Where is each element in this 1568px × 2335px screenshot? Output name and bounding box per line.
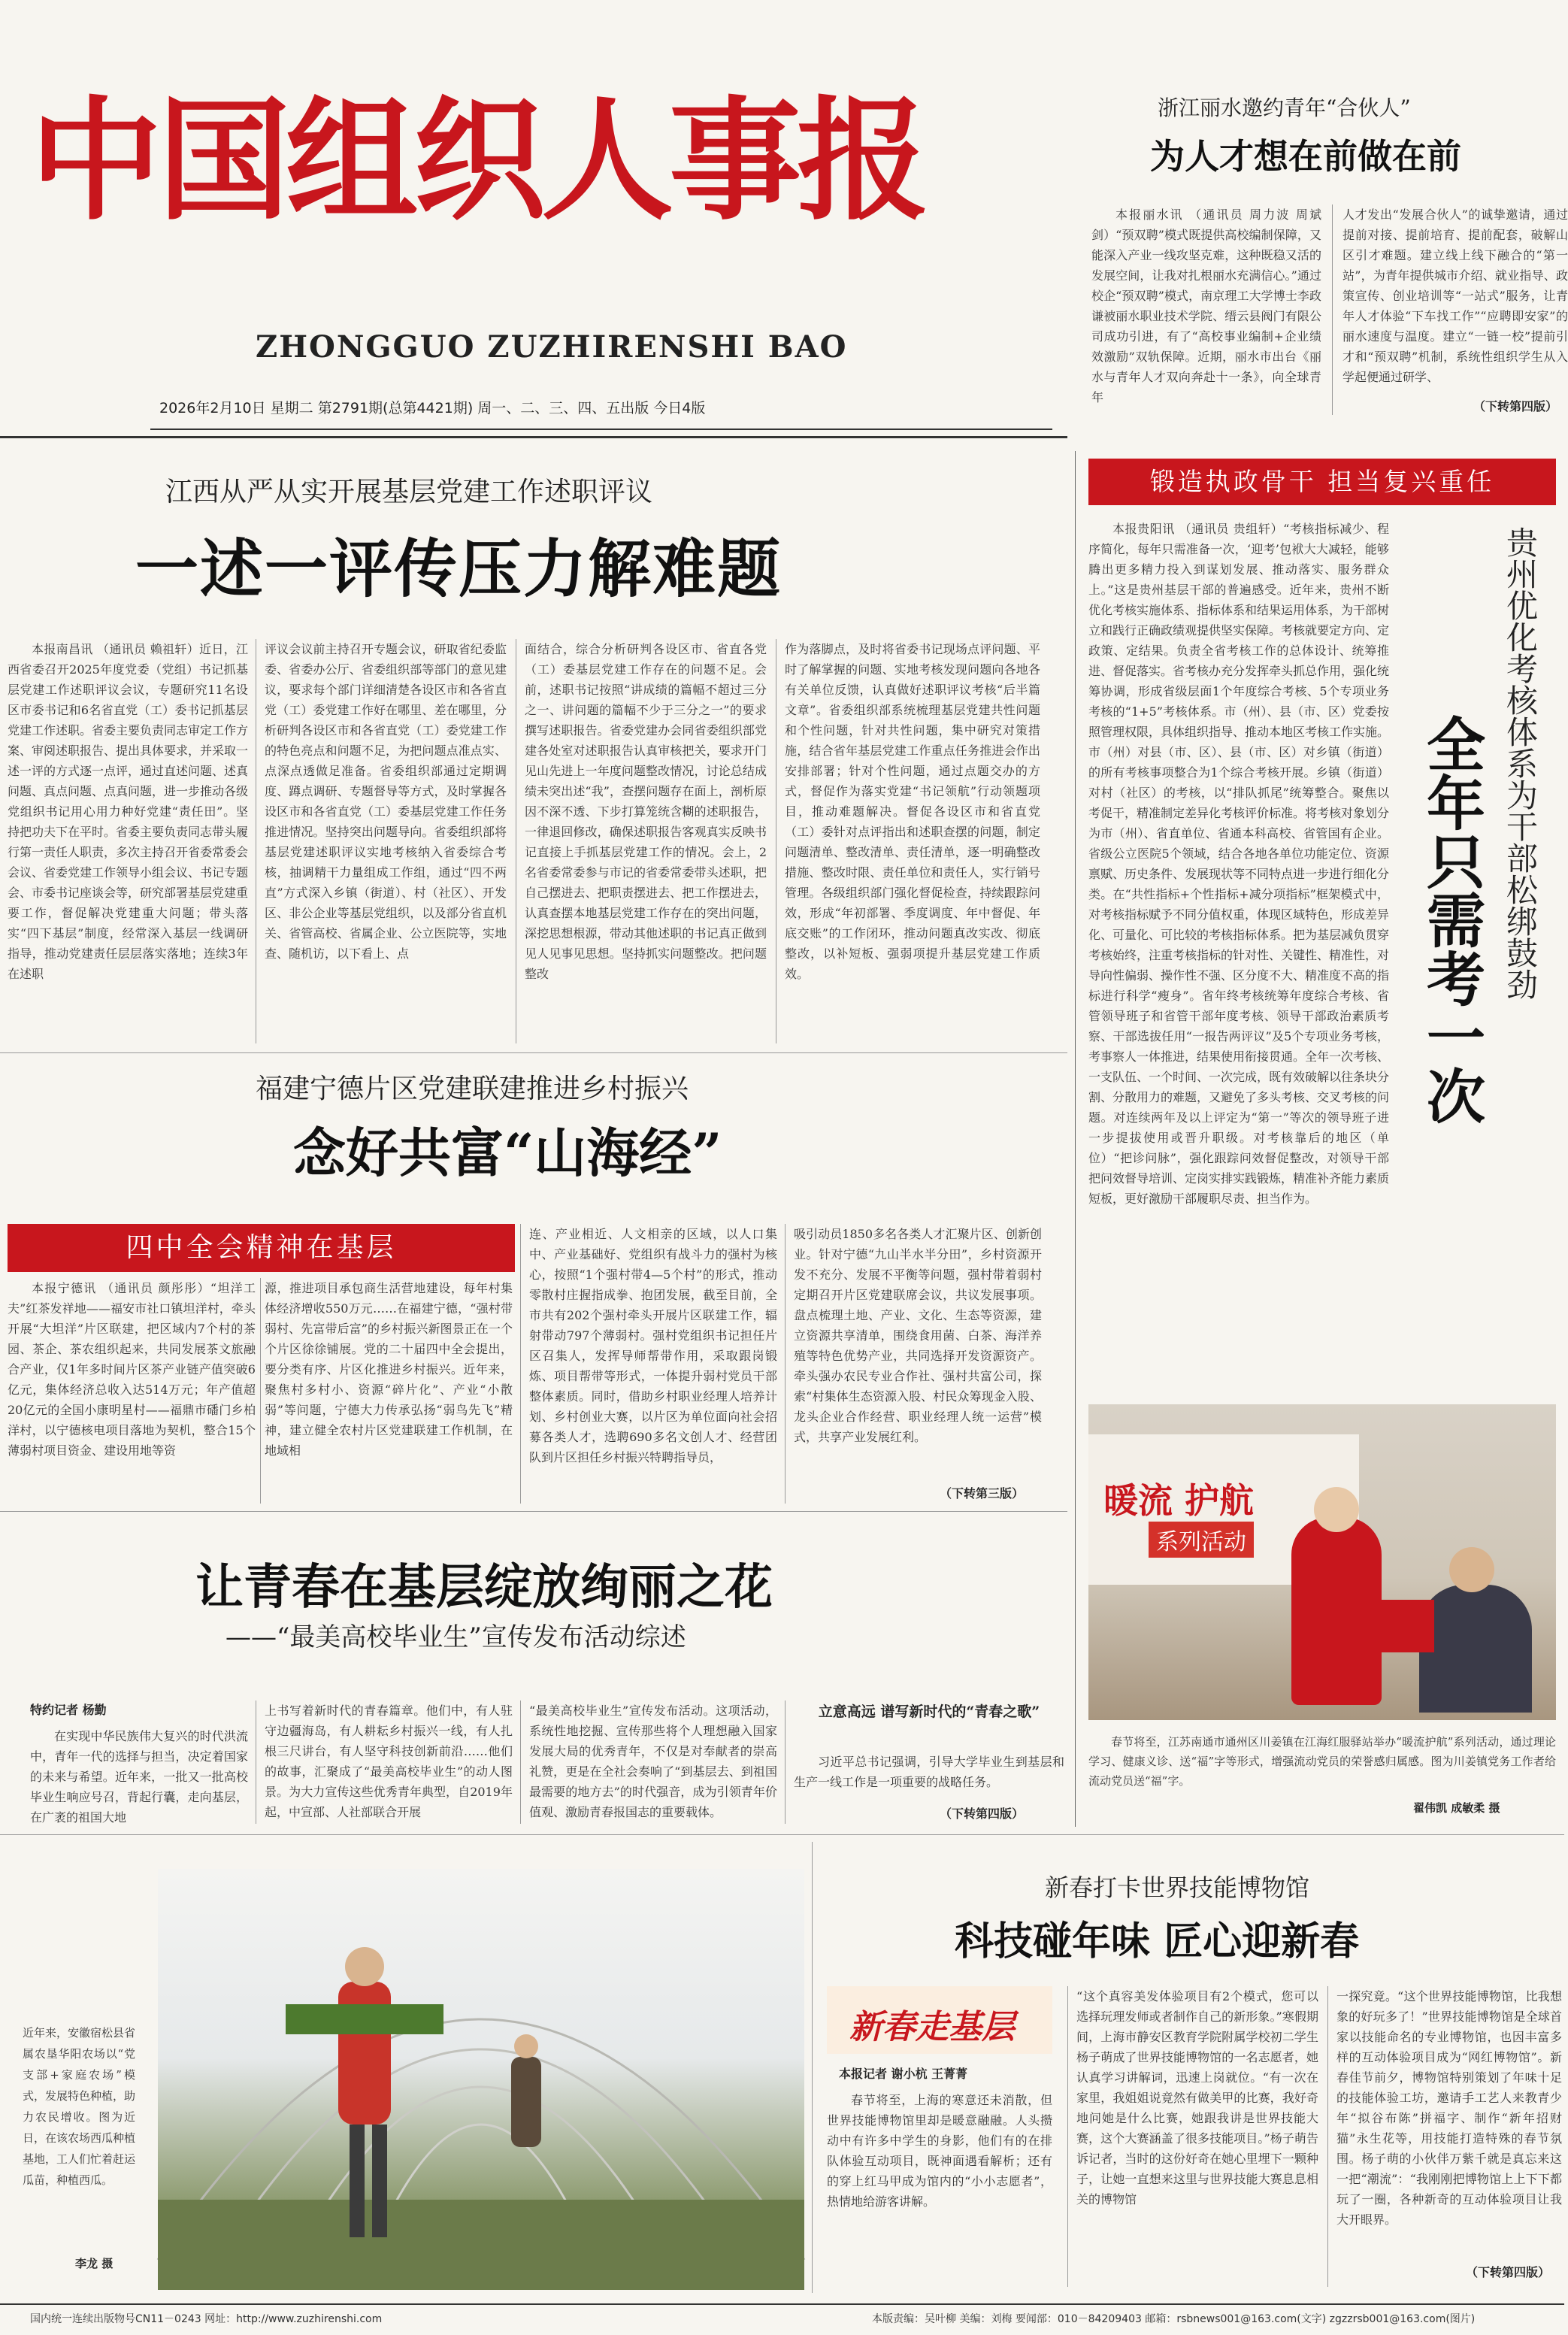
story-kicker: 贵州优化考核体系为干部松绑鼓劲 xyxy=(1502,526,1539,1000)
story-body-col: 连、产业相近、人文相亲的区域，以人口集中、产业基础好、党组织有战斗力的强村为核心，按照“1个强村带4—5个村”的形式，推动零散村庄握指成拳、抱团发展，截至目前，全市共有202个强村牵头开展片区联建工作，辐射带动797个薄弱村。强村党组织书记担任片区召集人，发挥导师帮带作用，采取跟岗锻炼、项目帮带等形式，一体提升弱村党员干部整体素质。同时，借助乡村职业经理人培养计划、乡村创业大赛，以片区为单位面向社会招募各类人才，选聘690多名文创人才、经营团队到片区担任乡村振兴特聘指导员， xyxy=(529,1227,777,1464)
column-logo xyxy=(827,1986,1052,2054)
dateline: 2026年2月10日 星期二 第2791期(总第4421期) 周一、二、三、四、五出版 今日4版 xyxy=(159,400,706,416)
story-body-col: 本报南昌讯 （通讯员 赖祖轩）近日，江西省委召开2025年度党委（党组）书记抓基层党建工作述职评议会议，专题研究11名设区市委书记和6名省直党（工）委书记抓基层党建工作述职。省委主要负责同志审定工作方案、审阅述职报告、提出具体要求，并采取一述一评的方式逐一点评，通过直述问题、述真问题、真点问题、点真问题，进一步推动各级党组织书记用心用力种好党建“责任田”。坚持把功夫下在平时。省委主要负责同志带头履行第一责任人职责，多次主持召开省委常委会会议、省委党建工作领导小组会议、书记专题会、市委书记座谈会等，研究部署基层党建重要工作，督促解决党建重大问题；带头落实“四下基层”制度，经常深入基层一线调研指导，推动党建责任层层落实落地；连续3年在述职 xyxy=(8,642,249,981)
column-logo-text: 新春走基层 xyxy=(849,2008,1015,2046)
column-rule xyxy=(1067,1986,1068,2287)
column-rule xyxy=(260,1278,261,1504)
photo-caption: 春节将至，江苏南通市通州区川姜镇在江海红服驿站举办“暖流护航”系列活动，通过理论学习、健康义诊、送“福”字等形式，增强流动党员的荣誉感归属感。图为川姜镇党务工作者给流动党员送“福”字。 xyxy=(1088,1735,1556,1788)
story-headline: 科技碰年味 匠心迎新春 xyxy=(955,1919,1360,1964)
column-rule xyxy=(520,1701,521,1824)
story-body-col: 源，推进项目承包商生活营地建设，每年村集体经济增收550万元……在福建宁德，“强村带弱村、先富带后富”的乡村振兴新图景正在一个个片区徐徐铺展。党的二十届四中全会提出，要分类有序、片区化推进乡村振兴。近年来，聚焦村多村小、资源“碎片化”、产业“小散弱”等问题，宁德大力传承弘扬“弱鸟先飞”精神，建立健全农村片区党建联建工作机制，在地域相 xyxy=(265,1281,513,1458)
story-body-col: 春节将至，上海的寒意还未消散，但世界技能博物馆里却是暖意融融。人头攒动中有许多中学生的身影，他们有的在排队体验互动项目，既神面遇看解析；还有的穿上红马甲成为馆内的“小小志愿者”，热情地给游客讲解。 xyxy=(827,2093,1052,2209)
column-rule xyxy=(1327,1986,1328,2287)
story-headline: 念好共富“山海经” xyxy=(293,1122,722,1184)
news-photo xyxy=(1088,1404,1556,1720)
masthead-pinyin: ZHONGGUO ZUZHIRENSHI BAO xyxy=(256,329,848,365)
story-body-col: 本报丽水讯 （通讯员 周力波 周斌剑）“预双聘”模式既提供高校编制保障，又能深入产业一线攻坚克难，这种既稳又活的发展空间，让我对扎根丽水充满信心。”通过校企“预双聘”模式，南京理工大学博士李政谦被丽水职业技术学院、缙云县阀门有限公司成功引进，有了“高校事业编制+企业绩效激励”双轨保障。近期，丽水市出台《丽水与青年人才双向奔赴十一条》，向全球青年 xyxy=(1091,207,1321,404)
section-banner: 四中全会精神在基层 xyxy=(8,1224,515,1272)
story-body: 本报贵阳讯 （通讯员 贵组轩）“考核指标减少、程序简化，每年只需准备一次，‘迎考’包袱大大减轻，能够腾出更多精力投入到谋划发展、推动落实、服务群众上。”这是贵州基层干部的普遍感受。近年来，贵州不断优化考核实施体系、指标体系和结果运用体系，为干部树立和践行正确政绩观提供坚实保障。考核就要定方向、定政策、定结果。负责全省考核工作的总体设计、统筹推进、督促落实。省考核办充分发挥牵头抓总作用，强化统筹协调，形成省级层面1个年度综合考核、5个专项业务考核的“1+5”考核体系。市（州）、县（市、区）党委按照管理权限，具体组织指导、推动本地区考核工作实施。市（州）对县（市、区）、县（市、区）对乡镇（街道）的所有考核事项整合为1个综合考核开展。乡镇（街道）对村（社区）的考核，以“排队抓尾”统筹整合。聚焦以考促干，精准制定差异化考核评价标准。将考核对象划分为市（州）、省直单位、省通本科高校、省管国有企业。省级公立医院5个领域，结合各地各单位功能定位、资源禀赋、历史条件、发展现状等不同特点进一步进行细化分类。在“共性指标+个性指标+减分项指标”框架模式中，对考核指标赋予不同分值权重，体现区域特色，形成差异化、可量化、可比较的考核指标体系。把为基层减负贯穿考核始终，注重考核指标的针对性、关键性、精准性，对导向性偏弱、操作性不强、区分度不大、精准度不高的指标进行科学“瘦身”。省年终考核统筹年度综合考核、省管领导班子和省管干部年度考核、领导干部政治素质考察、干部选拔任用“一报告两评议”及5个专项业务考核，考事察人一体推进，结果使用衔接贯通。全年一次考核、一支队伍、一个时间、一次完成，既有效破解以往条块分割、分散用力的难题，又避免了多头考核、交叉考核的问题。对连续两年及以上评定为“第一”等次的领导班子进一步提拔使用或晋升职级。对考核靠后的地区（单位）“把诊问脉”，强化跟踪问效督促整改，对领导干部把问效督导培训、定岗实排实践锻炼，精准补齐能力素质短板，更好激励干部履职尽责、担当作为。 xyxy=(1088,522,1390,1206)
news-photo xyxy=(158,1869,804,2290)
section-rule xyxy=(0,1052,1067,1053)
story-body-col: 人才发出“发展合伙人”的诚挚邀请，通过提前对接、提前培育、提前配套，破解山区引才难题。建立线上线下融合的“第一站”，为青年提供城市介绍、就业指导、政策宣传、创业培训等“一站式”服务，让青年人才体验“下车找工作”“应聘即安家”的丽水速度与温度。建立“一链一校”提前引才和“预双聘”机制，系统性组织学生从入学起便通过研学、 xyxy=(1342,207,1568,384)
continued-note: （下转第四版） xyxy=(1466,2265,1551,2279)
story-body-col: 评议会议前主持召开专题会议，研取省纪委监委、省委办公厅、省委组织部等部门的意见建议，要求每个部门详细清楚各设区市和各省直党（工）委党建工作好在哪里、差在哪里，分析研判各设区市和各省直党（工）委党建工作的特色亮点和问题不足，为把问题点准点实、点深点透做足准备。省委组织部通过定期调度、蹲点调研、专题督导等方式，及时掌握各设区市和各省直党（工）委基层党建工作任务推进情况。坚持突出问题导向。省委组织部将基层党建述职评议实地考核纳入省委综合考核，抽调精干力量组成工作组，通过“四不两直”方式深入乡镇（街道）、村（社区）、开发区、非公企业等基层党组织，以及部分省直机关、省管高校、省属企业、公立医院等，实地查、随机访，以下看上、点 xyxy=(265,642,507,961)
story-body-col: 作为落脚点，及时将省委书记现场点评问题、平时了解掌握的问题、实地考核发现问题向各地各有关单位反馈，认真做好述职评议考核“后半篇文章”。省委组织部系统梳理基层党建共性问题和个性问题，针对共性问题，集中研究对策措施，结合省年基层党建工作重点任务推进会作出安排部署；针对个性问题，通过点题交办的方式，督促作为落实党建“书记领航”行动领题项目，推动难题解决。督促各设区市和省直党（工）委针对点评指出和述职查摆的问题，制定问题清单、整改清单、责任清单，逐一明确整改措施、整改时限、责任单位和责任人，实行销号管理。各级组织部门强化督促检查，持续跟踪问效，形成“年初部署、季度调度、年中督促、年底交账”的工作闭环，推动问题真改实改、彻底整改，以补短板、强弱项提升基层党建工作质效。 xyxy=(785,642,1040,981)
banner-sign-text: 系列活动 xyxy=(1149,1522,1254,1558)
story-subhead: 立意高远 谱写新时代的“青春之歌” xyxy=(818,1704,1040,1720)
story-body-col: 本报宁德讯 （通讯员 颜彤彤）“坦洋工夫”红茶发祥地——福安市社口镇坦洋村，牵头开展“大坦洋”片区联建，把区域内7个村的茶园、茶企、茶农组织起来，共同发展茶文旅融合产业，仅1年多时间片区茶产业链产值突破6亿元，集体经济总收入达514万元；年产值超20亿元的全国小康明星村——福鼎市磻门乡柏洋村，以宁德核电项目落地为契机，整合15个薄弱村项目资金、建设用地等资 xyxy=(8,1281,256,1458)
story-body-col: “这个真容美发体验项目有2个模式，您可以选择玩理发师或者制作自己的新形象。”寒假期间，上海市静安区教育学院附属学校初二学生杨子萌成了世界技能博物馆的一名志愿者，她认真学习讲解词，迅速上岗就位。“有一次在家里，我姐姐说竟然有做美甲的比赛，我好奇地问她是什么比赛，她跟我讲是世界技能大赛，这个大赛涵盖了很多技能项目。”杨子萌告诉记者，当时的这份好奇在她心里埋下一颗种子，让她一直想来这里与世界技能大赛息息相关的博物馆 xyxy=(1076,1989,1318,2206)
footer-left: 国内统一连续出版物号CN11－0243 网址：http://www.zuzhirenshi.com xyxy=(30,2313,383,2325)
byline: 本报记者 谢小杭 王菁菁 xyxy=(839,2067,968,2081)
story-body-col: 面结合，综合分析研判各设区市、省直各党（工）委基层党建工作存在的问题不足。会前，述职书记按照“讲成绩的篇幅不超过三分之一、讲问题的篇幅不少于三分之一”的要求撰写述职报告。省委党建办会同省委组织部党建各处室对述职报告认真审核把关，要求开门见山先进上一年度问题整改情况，讨论总结成绩未突出述“我”，查摆问题存在面上，剖析原因不深不透、下步打算笼统含糊的述职报告，一律退回修改，确保述职报告客观真实反映书记直接上手抓基层党建工作的情况。会上，2名省委常委参与市记的省委常委带头述职，把自己摆进去、把职责摆进去、把工作摆进去，认真查摆本地基层党建工作存在的突出问题，深挖思想根源，带动其他述职的书记真正做到见人见事见思想。坚持抓实问题整改。把问题整改 xyxy=(525,642,767,981)
story-kicker: 江西从严从实开展基层党建工作述职评议 xyxy=(165,477,653,507)
continued-note: （下转第四版） xyxy=(1473,399,1558,413)
section-banner: 锻造执政骨干 担当复兴重任 xyxy=(1088,459,1556,505)
story-body-col: 吸引动员1850多名各类人才汇聚片区、创新创业。针对宁德“九山半水半分田”，乡村资源开发不充分、发展不平衡等问题，强村带着弱村定期召开片区党建联席会议，共议发展事项。盘点梳理土地、产业、文化、生态等资源，建立资源共享清单，围绕食用菌、白茶、海洋养殖等特色优势产业，共同选择开发资源资产。牵头强办农民专业合作社、强村共富公司，探索“村集体生态资源入股、村民众筹现金入股、龙头企业合作经营、职业经理人统一运营”模式，共享产业发展红利。 xyxy=(794,1227,1042,1444)
story-body-col: “最美高校毕业生”宣传发布活动。这项活动，系统性地挖掘、宣传那些将个人理想融入国家发展大局的优秀青年，不仅是对奉献者的崇高礼赞，更是在全社会奏响了“到基层去、到祖国最需要的地方去”的时代强音，成为引领青年价值观、激励青春报国志的重要载体。 xyxy=(529,1704,777,1819)
story-body-col: 在实现中华民族伟大复兴的时代洪流中，青年一代的选择与担当，决定着国家的未来与希望。近年来，一批又一批高校毕业生响应号召，背起行囊，走向基层，在广袤的祖国大地 xyxy=(30,1729,248,1825)
column-rule xyxy=(520,1224,521,1504)
person-head xyxy=(1449,1547,1494,1592)
section-rule xyxy=(0,1834,1564,1835)
story-subhead: ——“最美高校毕业生”宣传发布活动综述 xyxy=(226,1622,686,1652)
byline: 特约记者 杨勤 xyxy=(30,1703,107,1717)
photo-credit: 翟伟凯 成敏柔 摄 xyxy=(1413,1801,1500,1815)
fu-character-poster xyxy=(1367,1600,1434,1652)
photo-credit: 李龙 摄 xyxy=(75,2257,114,2270)
greenhouse-scene xyxy=(158,1869,804,2290)
photo-caption: 近年来，安徽宿松县省属农垦华阳农场以“党支部+家庭农场”模式，发展特色种植，助力农民增收。图为近日，在该农场西瓜种植基地，工人们忙着赶运瓜苗，种植西瓜。 xyxy=(23,2026,136,2187)
story-body-col: 习近平总书记强调，引导大学毕业生到基层和生产一线工作是一项重要的战略任务。 xyxy=(794,1755,1064,1789)
story-headline: 让青春在基层绽放绚丽之花 xyxy=(195,1559,773,1616)
story-kicker: 福建宁德片区党建联建推进乡村振兴 xyxy=(256,1074,689,1104)
continued-note: （下转第三版） xyxy=(940,1486,1025,1501)
story-headline: 为人才想在前做在前 xyxy=(1150,136,1461,177)
column-rule xyxy=(812,1842,813,2293)
story-headline: 一述一评传压力解难题 xyxy=(135,532,782,606)
footer-right: 本版责编：吴叶柳 美编：刘梅 要闻部：010－84209403 邮箱：rsbnews001@163.com(文字) zgzzrsb001@163.com(图片) xyxy=(872,2313,1476,2325)
person-head xyxy=(1314,1487,1359,1532)
story-headline: 全年只需考一次 xyxy=(1417,714,1485,1125)
column-rule xyxy=(1075,451,1076,1827)
masthead-title: 中国组织人事报 xyxy=(30,84,925,238)
footer-rule xyxy=(0,2303,1564,2305)
story-body-col: 上书写着新时代的青春篇章。他们中，有人驻守边疆海岛，有人耕耘乡村振兴一线，有人扎根三尺讲台，有人坚守科技创新前沿……他们的故事，汇聚成了“最美高校毕业生”的动人图景。为大力宣传这些优秀青年典型，自2019年起，中宣部、人社部联合开展 xyxy=(265,1704,513,1819)
person-figure xyxy=(1419,1585,1532,1713)
column-rule xyxy=(785,1701,786,1824)
section-rule xyxy=(0,436,1067,438)
banner-sign-text: 暖流 护航 xyxy=(1103,1480,1255,1521)
column-rule xyxy=(785,1224,786,1504)
story-body-col: 一探究竟。“这个世界技能博物馆，比我想象的好玩多了！”世界技能博物馆是全球首家以技能命名的专业博物馆，也因丰富多样的互动体验项目成为“网红博物馆”。新春佳节前夕，博物馆特别策划了年味十足的技能体验工坊，邀请手工艺人来教青少年“拟谷布陈”拼福字、制作“新年招财猫”永生花等，用技能打造特殊的春节氛围。杨子萌的小伙伴万紫千就是真忘来这一把“潮流”：“我刚刚把博物馆上上下下都玩了一圈，各种新奇的互动体验项目让我大开眼界。 xyxy=(1336,1989,1562,2227)
continued-note: （下转第四版） xyxy=(940,1807,1025,1821)
story-kicker: 浙江丽水邀约青年“合伙人” xyxy=(1158,95,1411,120)
masthead-rule xyxy=(150,429,1052,430)
story-kicker: 新春打卡世界技能博物馆 xyxy=(1045,1873,1310,1902)
section-rule xyxy=(0,1511,1067,1512)
column-rule xyxy=(1332,204,1333,415)
